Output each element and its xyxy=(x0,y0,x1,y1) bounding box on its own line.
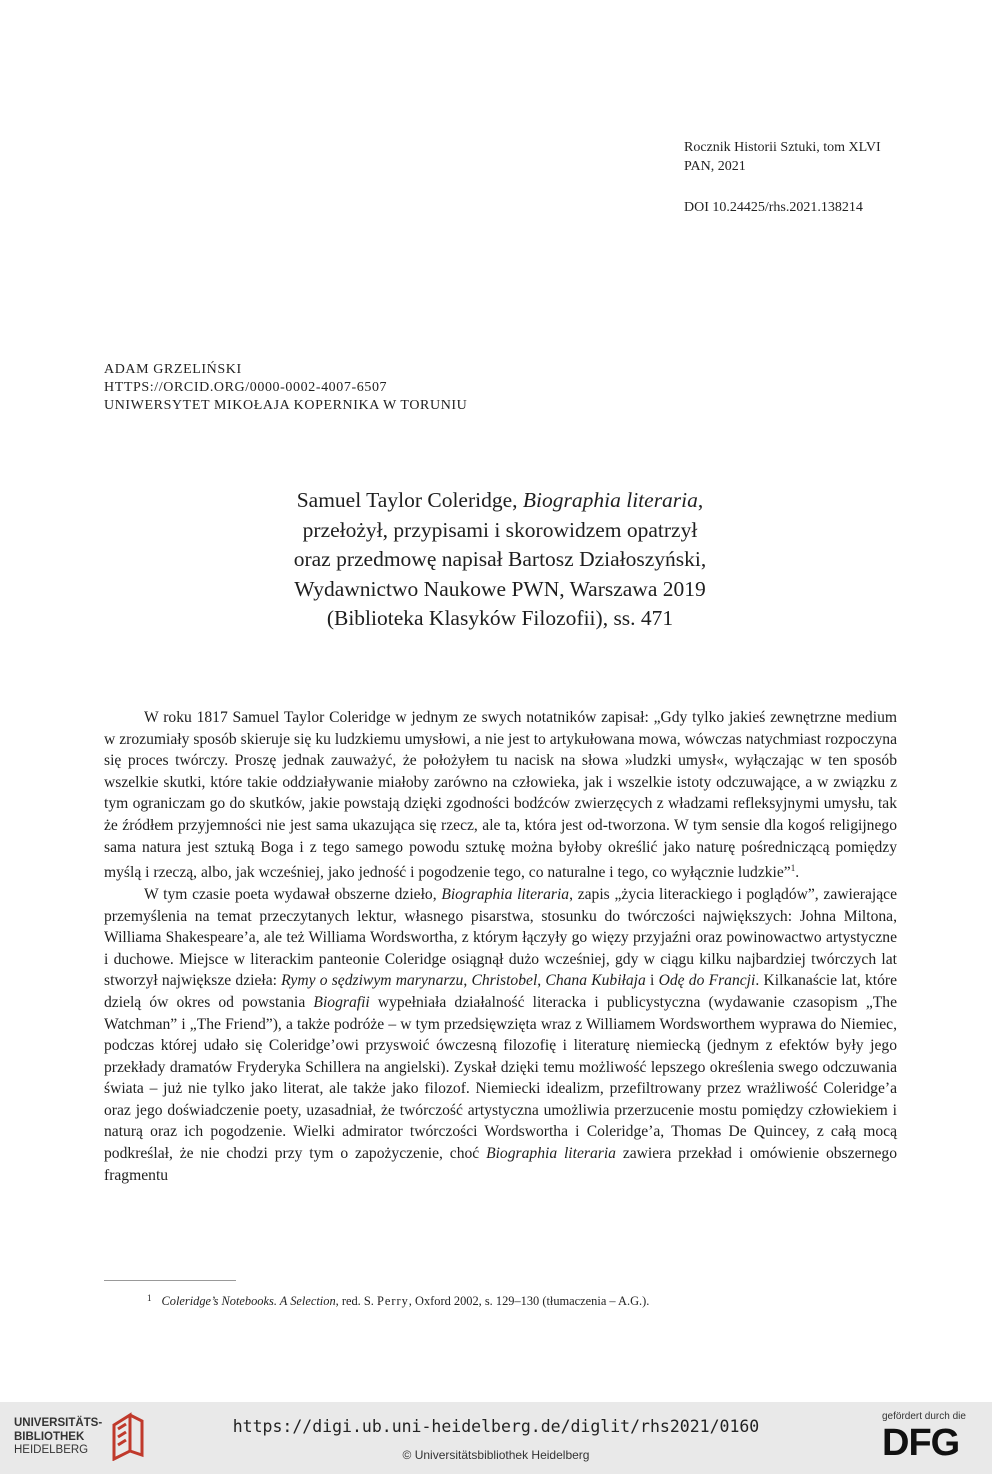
body-text xyxy=(104,707,897,1186)
document-url[interactable]: https://digi.ub.uni-heidelberg.de/diglit/rhs2021/0160 xyxy=(232,1417,760,1436)
footnote-divider xyxy=(104,1280,236,1281)
journal-info xyxy=(684,138,881,176)
author-orcid[interactable]: HTTPS://ORCID.ORG/0000-0002-4007-6507 xyxy=(104,380,388,395)
review-title xyxy=(150,486,850,634)
review-title-line-1: Samuel Taylor Coleridge, Biographia literaria, xyxy=(296,488,704,512)
author-block xyxy=(104,361,467,415)
dfg-logo[interactable] xyxy=(880,1411,980,1465)
review-title-line-2: przełożył, przypisami i skorowidzem opatrzył xyxy=(302,517,698,542)
journal-title: Rocznik Historii Sztuki, tom XLVI xyxy=(684,140,881,155)
book-title: Biographia literaria xyxy=(522,488,698,512)
doi: DOI 10.24425/rhs.2021.138214 xyxy=(684,200,863,215)
copyright: © Universitätsbibliothek Heidelberg xyxy=(402,1448,590,1462)
footnote-number: 1 xyxy=(147,1293,152,1303)
dfg-mark: DFG xyxy=(882,1422,960,1464)
review-title-line-5: (Biblioteka Klasyków Filozofii), ss. 471 xyxy=(326,606,674,630)
author-affiliation: UNIWERSYTET MIKOŁAJA KOPERNIKA W TORUNIU xyxy=(104,398,468,413)
dfg-caption: gefördert durch die xyxy=(882,1411,966,1422)
footnote-1: $^1$ Coleridge’s Notebooks. A Selection, red. S. Perry, Oxford 2002, s. 129–130 (tłumaczenia – A.G.). xyxy=(147,1293,650,1308)
review-title-line-3: oraz przedmowę napisał Bartosz Działoszyński, xyxy=(293,547,707,571)
review-title-line-4: Wydawnictwo Naukowe PWN, Warszawa 2019 xyxy=(294,576,706,601)
library-name: UNIVERSITÄTS- BIBLIOTHEK HEIDELBERG xyxy=(14,1417,103,1456)
journal-publisher-year: PAN, 2021 xyxy=(684,159,746,174)
author-name: ADAM GRZELIŃSKI xyxy=(104,362,242,377)
paragraph-1: W roku 1817 Samuel Taylor Coleridge w jednym ze swych notatników zapisał: „Gdy tylko jakieś zewnętrzne medium w zrozumiały sposób skieruje się ku ludzkiemu umysłowi, a nie jest to artykułowana mowa, wówczas natychmiast rozpoczyna się proces twórczy. Proszę jednak zauważyć, że położyłem tu nacisk na słowa »ludzki umysł«, wyłączając w ten sposób wszelkie skutki, które takie oddziaływanie miałoby zarówno na człowieka, jak i wszelkie istoty odczuwające, a w związku z tym ograniczam go do skutków, jakie powstają dzięki zgodności bodźców zwierzęcych z władzami refleksyjnymi umysłu, tak że źródłem przyjemności nie jest sama ukazująca się rzecz, ale ta, która jest od-tworzona. W tym sensie dla kogoś religijnego sama natura jest sztuką Boga i z tego samego powodu sztukę można byłoby określić jako naturę pośredniczącą pomiędzy myślą i rzeczą, albo, jak wcześniej, jako jedność i pogodzenie tego, co naturalne i tego, co wyłącznie ludzkie”$^1$. xyxy=(104,709,897,882)
paragraph-2: W tym czasie poeta wydawał obszerne dzieło, Biographia literaria, zapis „życia literackiego i poglądów”, zawierające przemyślenia na temat przeczytanych lektur, własnego pisarstwa, stosunku do twórczości największych: Johna Miltona, Williama Shakespeare’a, ale też Williama Wordswortha, z którym łączyły go więzy przyjaźni oraz powinowactwo artystyczne i duchowe. Miejsce w literackim panteonie Coleridge osiągnął dużo wcześniej, gdy w ciągu kilku najbardziej twórczych lat stworzył największe dzieła: Rymy o sędziwym marynarzu, Christobel, Chana Kubiłaja i Odę do Francji. Kilkanaście lat, które dzielą ów okres od powstania Biografii wypełniała działalność literacka i publicystyczna (wydawanie czasopism „The Watchman” i „The Friend”), a także podróże – w tym przedsięwzięta wraz z Williamem Wordsworthem wyprawa do Niemiec, podczas której udało się Coleridge’owi przyswoić ówczesną filozofię i literaturę niemiecką (jednym z efektów były jego przekłady dramatów Fryderyka Schillera na angielski). Zyskał dzięki temu możliwość lepszego określenia swego odczuwania świata – już nie tylko jako literat, ale także jako filozof. Niemiecki idealizm, przefiltrowany przez wrażliwość Coleridge’a oraz jego doświadczenie poety, uzasadniał, że twórczość artystyczna umożliwia przerzucenie mostu pomiędzy człowiekiem i naturą oraz ich pogodzenie. Wielki admirator twórczości Wordswortha i Coleridge’a, Thomas De Quincey, z całą mocą podkreślał, że nie chodzi przy tym o zapożyczenie, choć Biographia literaria zawiera przekład i omówienie obszernego fragmentu xyxy=(104,885,898,1184)
footnote-ref[interactable]: 1 xyxy=(790,863,796,874)
